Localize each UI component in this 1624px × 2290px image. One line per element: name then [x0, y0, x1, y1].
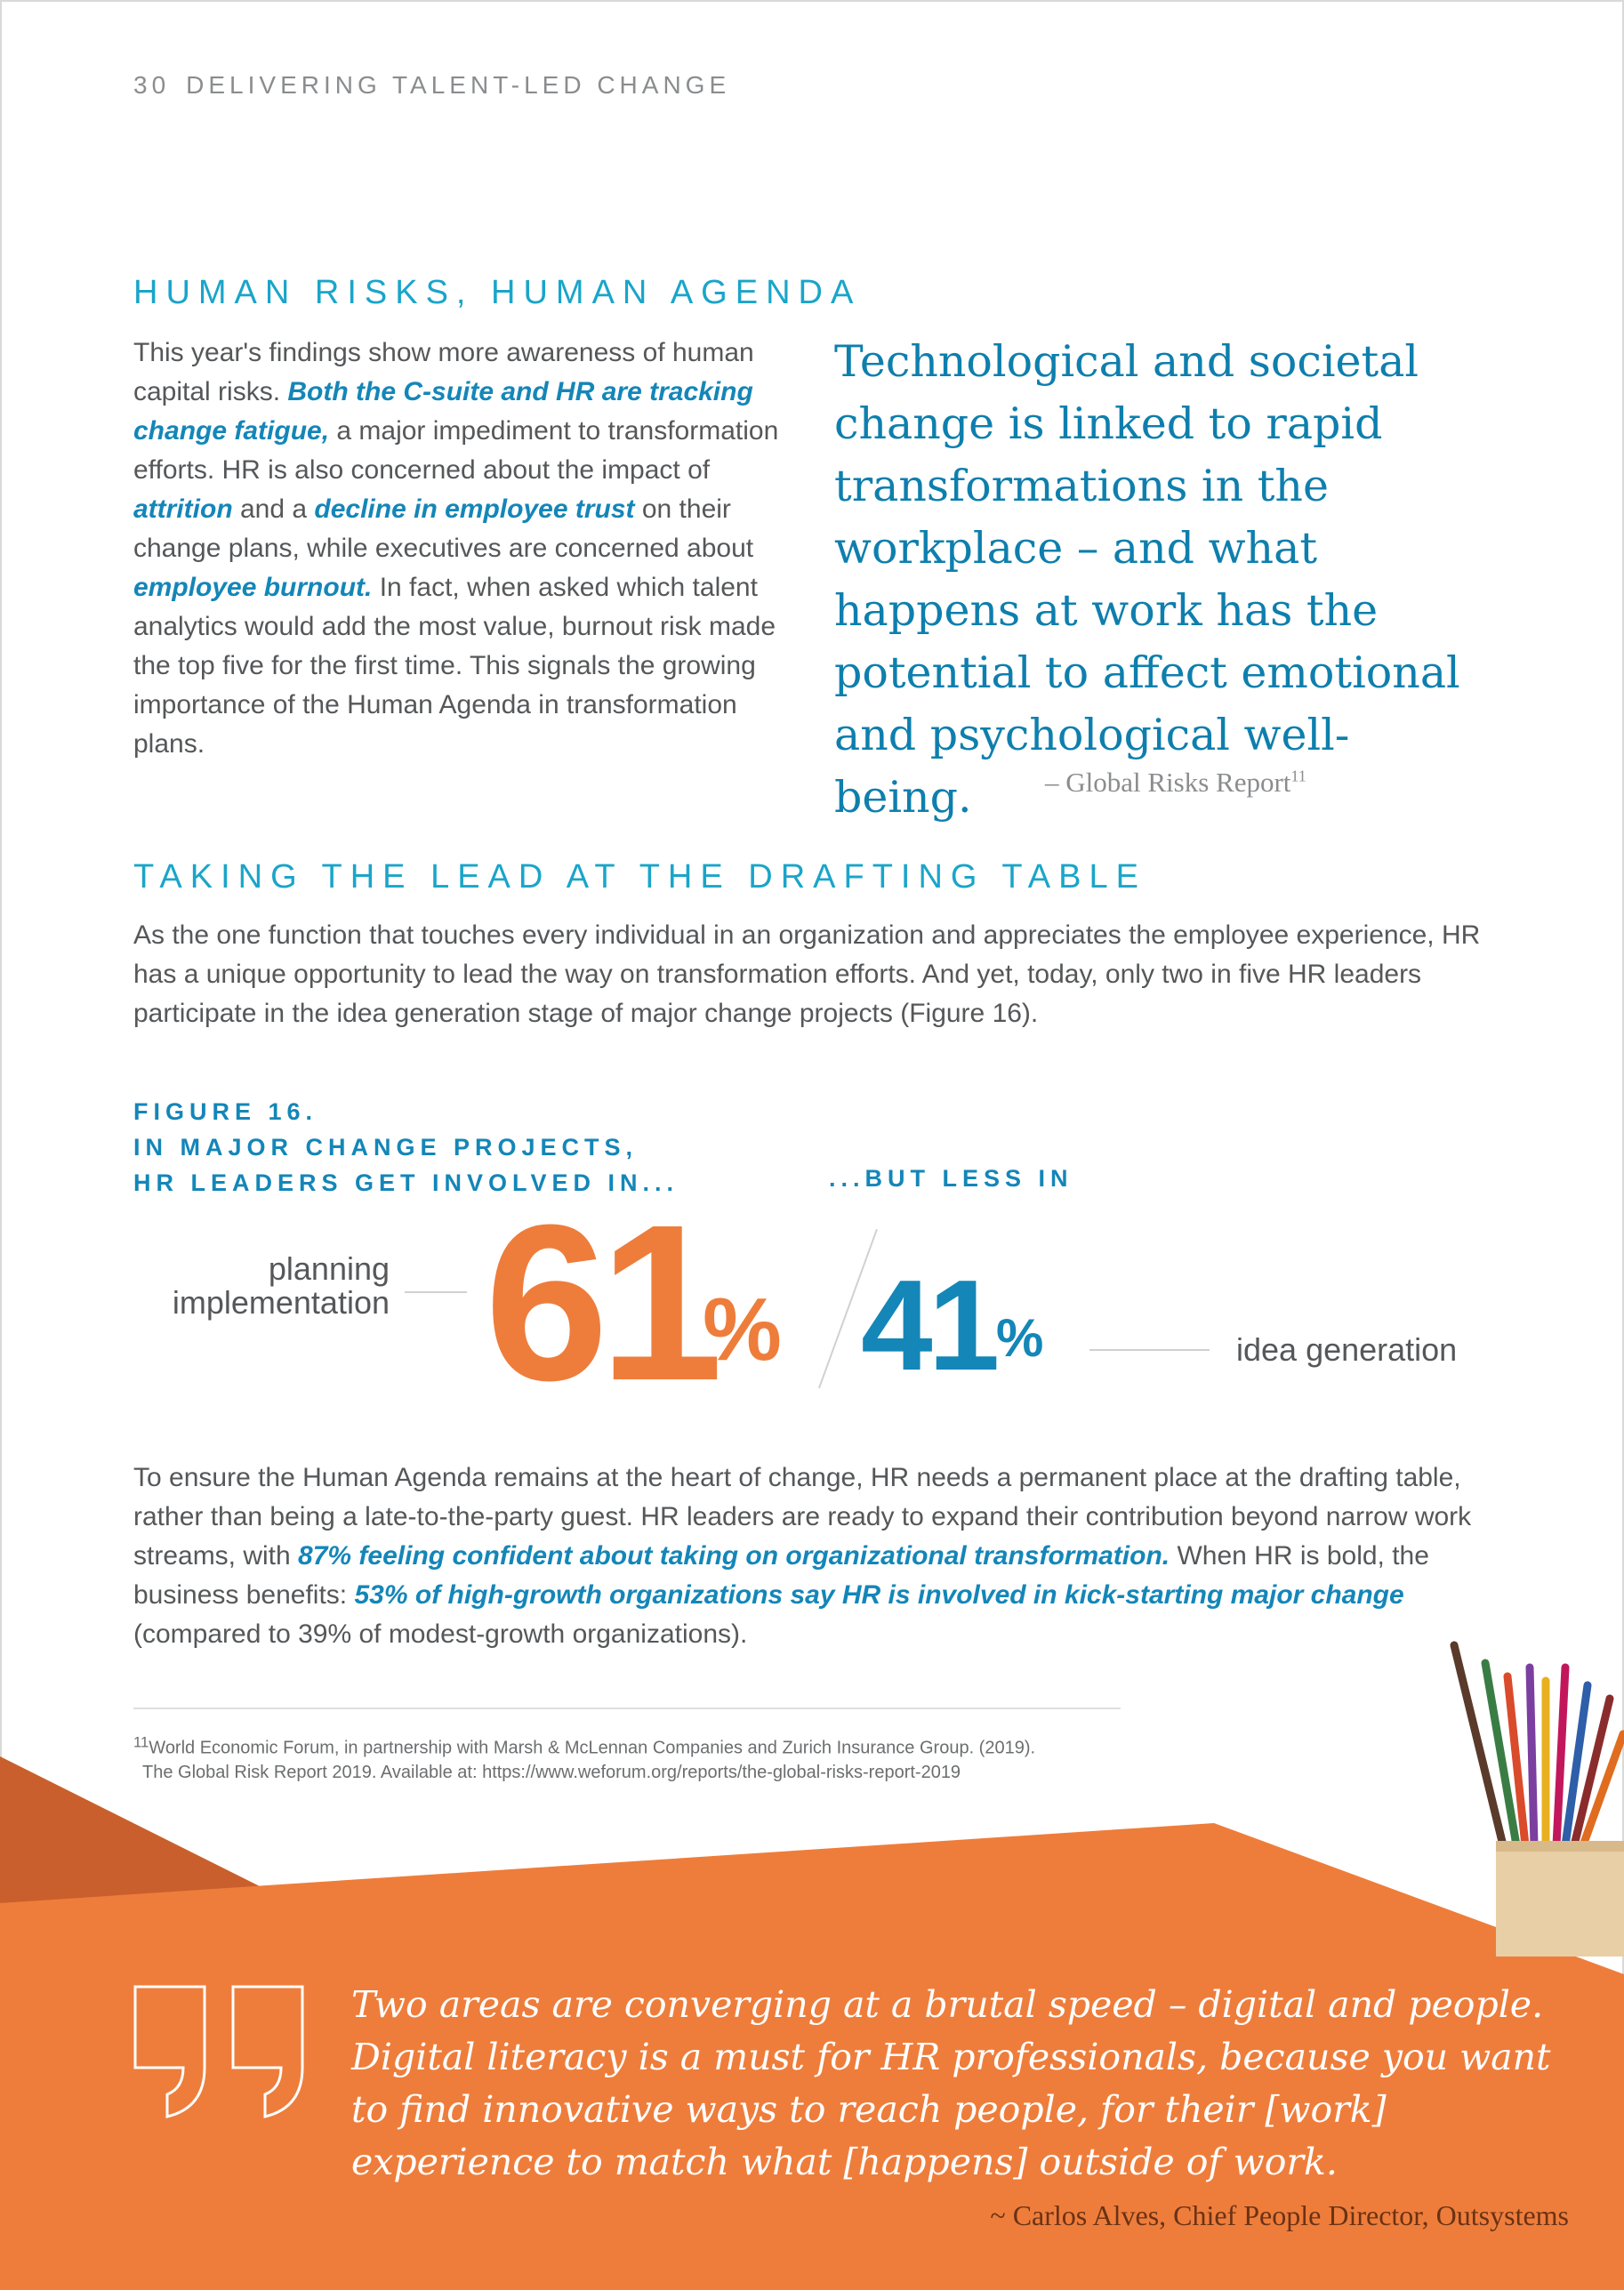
emphasis-change-fatigue: Both the C-suite and HR are tracking change fatigue,: [133, 377, 753, 446]
stat-value-41: 41: [861, 1253, 996, 1397]
connector-line-left: [405, 1291, 467, 1293]
section-heading-human-risks: HUMAN RISKS, HUMAN AGENDA: [133, 274, 862, 311]
stat-left-label: planning implementation: [172, 1250, 390, 1321]
emphasis-87-percent: 87% feeling confident about taking on organizational transformation.: [298, 1541, 1170, 1571]
emphasis-burnout: employee burnout.: [133, 573, 373, 602]
section-heading-drafting-table: TAKING THE LEAD AT THE DRAFTING TABLE: [133, 858, 1146, 896]
emphasis-trust: decline in employee trust: [314, 494, 635, 524]
bottom-quote-attribution: ~ Carlos Alves, Chief People Director, Outsystems: [990, 2199, 1569, 2231]
stat-right-label: idea generation: [1236, 1331, 1458, 1368]
stat-value-61: 61: [485, 1178, 715, 1426]
figure-label: FIGURE 16. IN MAJOR CHANGE PROJECTS, HR LEADERS GET INVOLVED IN...: [133, 1098, 679, 1196]
emphasis-53-percent: 53% of high-growth organizations say HR is involved in kick-starting major change: [354, 1580, 1404, 1610]
figure-label-right: ...BUT LESS IN: [829, 1165, 1073, 1192]
footnote-reference: 11: [1290, 767, 1306, 785]
footnote: $^{11}$World Economic Forum, in partnership with Marsh & McLennan Companies and Zurich Insurance Group. (2019). The Global Risk Report 2019. Available at: https://www.weforum.org/reports/the-global-risks-report-2019: [133, 1733, 1036, 1782]
pull-quote-attribution: – Global Risks Report$^{11}$: [1045, 767, 1306, 798]
pull-quote: Technological and societal change is linked to rapid transformations in the workplace – and what happens at work has the potential to affect emotional and psychological well-being.: [834, 336, 1460, 823]
pencil-cup-image: [1441, 1627, 1624, 1957]
drafting-table-paragraph: As the one function that touches every individual in an organization and appreciates the employee experience, HR has a unique opportunity to lead the way on transformation efforts. And yet, today, only two in five HR leaders participate in the idea generation stage of major change projects (Figure 16).: [133, 920, 1481, 1028]
footnote-divider: [133, 1707, 1121, 1709]
page-number: 30: [133, 71, 171, 99]
stat-percent-left: %: [703, 1280, 782, 1379]
running-title: DELIVERING TALENT-LED CHANGE: [186, 71, 731, 99]
emphasis-attrition: attrition: [133, 494, 233, 524]
closing-quote-icon: [132, 1983, 310, 2125]
drafting-table-conclusion: To ensure the Human Agenda remains at the heart of change, HR needs a permanent place at the drafting table, rather than being a late-to-the-party guest. HR leaders are ready to expand their contribution beyond narrow work streams, with 87% feeling confident about taking on organizational transformation. When HR is bold, the business benefits: 53% of high-growth organizations say HR is involved in kick-starting major change (compared to 39% of modest-growth organizations).: [133, 1463, 1472, 1649]
stat-percent-right: %: [996, 1308, 1044, 1368]
connector-line-right: [1089, 1349, 1210, 1351]
footnote-marker: 11: [133, 1733, 149, 1750]
bottom-quote: Two areas are converging at a brutal speed – digital and people. Digital literacy is a must for HR professionals, because you want to find innovative ways to reach people, for their [work] experience to match what [happens] outside of work.: [351, 1983, 1551, 2183]
human-risks-paragraph: This year's findings show more awareness of human capital risks. Both the C-suite and HR are tracking change fatigue, a major impediment to transformation efforts. HR is also concerned about the impact of attrition and a decline in employee trust on their change plans, while executives are concerned about employee burnout. In fact, when asked which talent analytics would add the most value, burnout risk made the top five for the first time. This signals the growing importance of the Human Agenda in transformation plans.: [133, 338, 779, 759]
running-header: [133, 71, 730, 100]
